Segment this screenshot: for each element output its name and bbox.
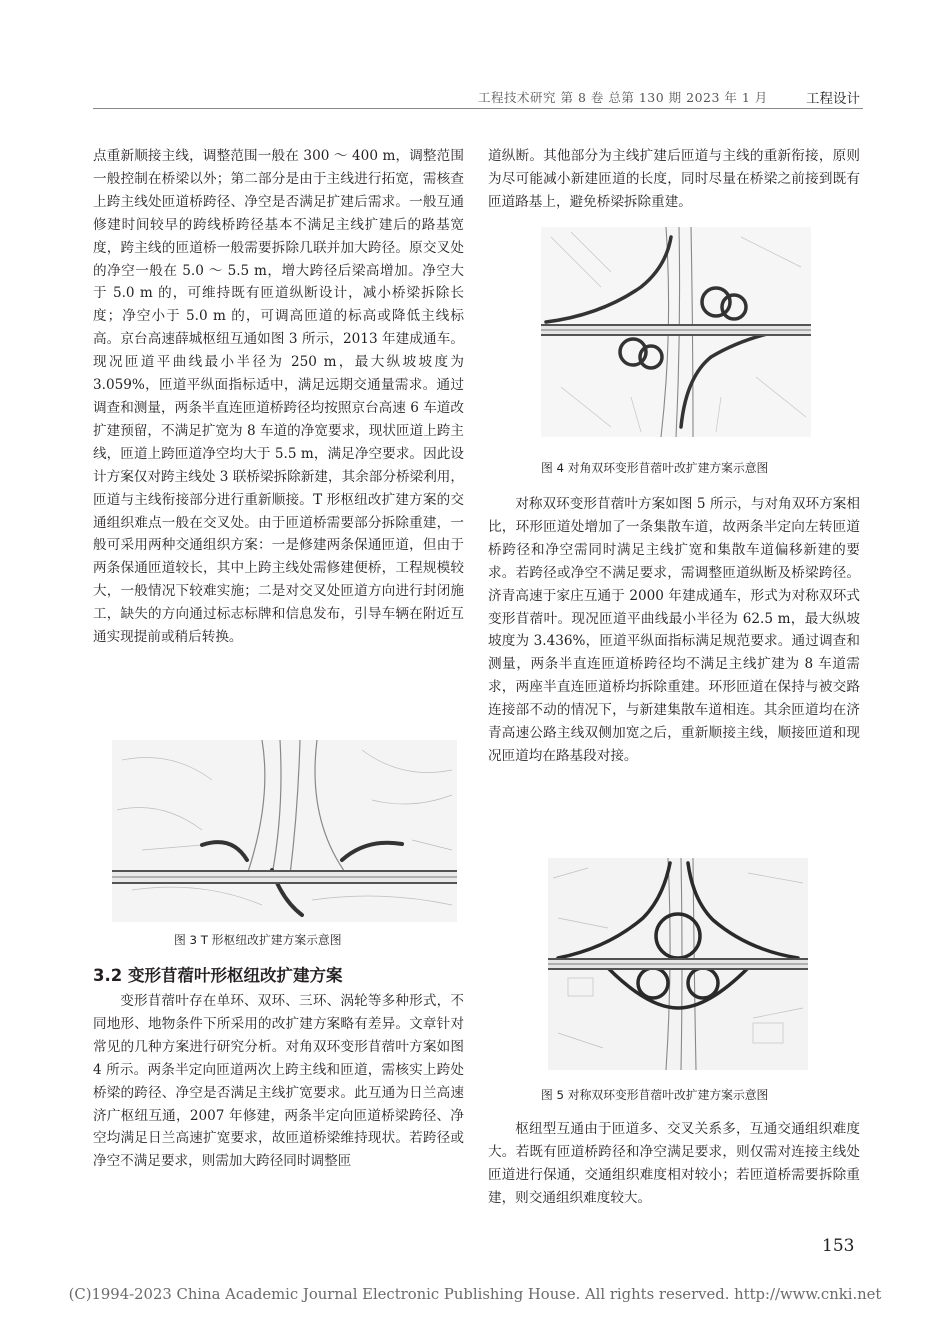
right-paragraph-1: 道纵断。其他部分为主线扩建后匝道与主线的重新衔接，原则为尽可能减小新建匝道的长度，同时尽量在桥梁之前接到既有匝道路基上，避免桥梁拆除重建。 xyxy=(488,148,860,210)
right-paragraph-3: 枢纽型互通由于匝道多、交叉关系多，互通交通组织难度大。若既有匝道桥跨径和净空满足要求，则仅需对连接主线处匝道进行保通，交通组织难度相对较小；若匝道桥需要拆除重建，则交通组织难度较大。 xyxy=(488,1121,860,1206)
figure-3-t-interchange xyxy=(112,740,457,922)
right-column-lower xyxy=(488,1118,860,1210)
section-header: 工程设计 xyxy=(806,91,860,107)
section-heading-3-2: 3.2 变形苜蓿叶形枢纽改扩建方案 xyxy=(93,966,343,985)
right-column-top xyxy=(488,145,860,214)
figure-5-symmetric-double-loop xyxy=(548,858,808,1070)
left-paragraph-1: 点重新顺接主线，调整范围一般在 300 ～ 400 m，调整范围一般控制在桥梁以外；第二部分是由于主线进行拓宽，需核查上跨主线处匝道桥跨径、净空是否满足扩建后需求。一般互通修建时间较早的跨线桥跨径基本不满足主线扩建后的路基宽度，跨主线的匝道桥一般需要拆除几联并加大跨径。原交叉处的净空一般在 5.0 ～ 5.5 m，增大跨径后梁高增加。净空大于 5.0 m 的，可维持既有匝道纵断设计，减小桥梁拆除长度；净空小于 5.0 m 的，可调高匝道的标高或降低主线标高。京台高速薛城枢纽互通如图 3 所示，2013 年建成通车。现况匝道平曲线最小半径为 250 m，最大纵坡坡度为 3.059%，匝道平纵面指标适中，满足远期交通量需求。通过调查和测量，两条半直连匝道桥跨径均按照京台高速 6 车道改扩建预留，不满足扩宽为 8 车道的净宽要求，现状匝道上跨主线，匝道上跨匝道净空均大于 5.5 m，满足净空要求。因此设计方案仅对跨主线处 3 联桥梁拆除新建，其余部分桥梁利用，匝道与主线衔接部分进行重新顺接。T 形枢纽改扩建方案的交通组织难点一般在交叉处。由于匝道桥需要部分拆除重建，一般可采用两种交通组织方案：一是修建两条保通匝道，但由于两条保通匝道较长，其中上跨主线处需修建便桥，工程规模较大，一般情况下较难实施；二是对交叉处匝道方向进行封闭施工，缺失的方向通过标志标牌和信息发布，引导车辆在附近互通实现提前或稍后转换。 xyxy=(93,148,464,646)
copyright-footer: (C)1994-2023 China Academic Journal Electronic Publishing House. All rights reserved. http://www.cnki.net xyxy=(68,1286,882,1303)
figure-3-caption: 图 3 T 形枢纽改扩建方案示意图 xyxy=(174,933,342,947)
right-column-middle xyxy=(488,493,860,768)
journal-header: 工程技术研究 第 8 卷 总第 130 期 2023 年 1 月 xyxy=(478,90,768,105)
page-number: 153 xyxy=(822,1236,855,1256)
figure-4-diagonal-double-loop xyxy=(541,227,811,437)
right-paragraph-2: 对称双环变形苜蓿叶方案如图 5 所示，与对角双环方案相比，环形匝道处增加了一条集散车道，故两条半定向左转匝道桥跨径和净空需同时满足主线扩宽和集散车道偏移新建的要求。若跨径或净空不满足要求，需调整匝道纵断及桥梁跨径。济青高速于家庄互通于 2000 年建成通车，形式为对称双环式变形苜蓿叶。现况匝道平曲线最小半径为 62.5 m，最大纵坡坡度为 3.436%，匝道平纵面指标满足规范要求。通过调查和测量，两条半直连匝道桥跨径均不满足主线扩建为 8 车道需求，两座半直连匝道桥均拆除重建。环形匝道在保持与被交路连接部不动的情况下，与新建集散车道相连。其余匝道均在济青高速公路主线双侧加宽之后，重新顺接主线，顺接匝道和现况匝道均在路基段对接。 xyxy=(488,496,860,764)
figure-4-caption: 图 4 对角双环变形苜蓿叶改扩建方案示意图 xyxy=(541,461,769,475)
left-column xyxy=(93,145,464,649)
left-column-lower xyxy=(93,990,464,1173)
left-paragraph-2: 变形苜蓿叶存在单环、双环、三环、涡轮等多种形式，不同地形、地物条件下所采用的改扩建方案略有差异。文章针对常见的几种方案进行研究分析。对角双环变形苜蓿叶方案如图 4 所示。两条半定向匝道两次上跨主线和匝道，需核实上跨处桥梁的跨径、净空是否满足主线扩宽要求。此互通为日兰高速济广枢纽互通，2007 年修建，两条半定向匝道桥梁跨径、净空均满足日兰高速扩宽要求，故匝道桥梁维持现状。若跨径或净空不满足要求，则需加大跨径同时调整匝 xyxy=(93,993,464,1170)
figure-5-caption: 图 5 对称双环变形苜蓿叶改扩建方案示意图 xyxy=(541,1088,769,1102)
header-rule xyxy=(93,108,863,109)
